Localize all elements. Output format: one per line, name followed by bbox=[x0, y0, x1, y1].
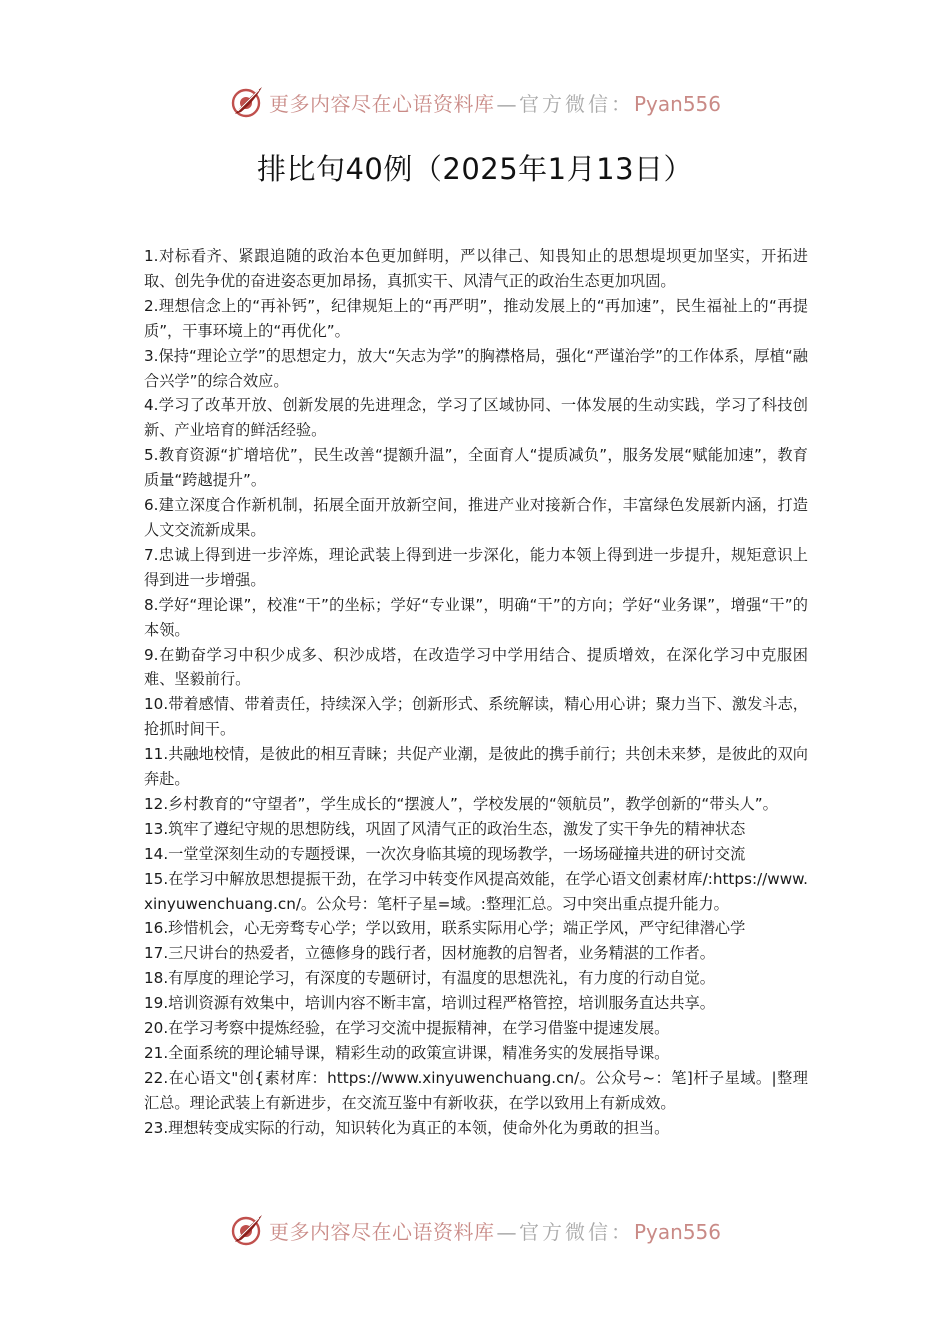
quill-logo-icon bbox=[229, 84, 265, 120]
page-title: 排比句40例（2025年1月13日） bbox=[256, 152, 694, 186]
list-item: 11.共融地校情，是彼此的相互青睐；共促产业潮，是彼此的携手前行；共创未来梦，是彼此的双向奔赴。 bbox=[144, 745, 808, 789]
list-item: 23.理想转变成实际的行动，知识转化为真正的本领，使命外化为勇敢的担当。 bbox=[144, 1118, 670, 1137]
watermark-wechat-id: Pyan556 bbox=[633, 1219, 721, 1244]
watermark-text bbox=[269, 88, 721, 117]
list-item: 12.乡村教育的“守望者”，学生成长的“摆渡人”，学校发展的“领航员”，教学创新的“带头人”。 bbox=[144, 794, 778, 813]
list-item: 20.在学习考察中提炼经验，在学习交流中提振精神，在学习借鉴中提速发展。 bbox=[144, 1019, 670, 1038]
list-item: 10.带着感情、带着责任，持续深入学；创新形式、系统解读，精心用心讲；聚力当下、激发斗志，抢抓时间干。 bbox=[144, 695, 808, 739]
watermark-dash: — bbox=[496, 91, 517, 116]
list-item: 1.对标看齐、紧跟追随的政治本色更加鲜明，严以律己、知畏知止的思想堤坝更加坚实，开拓进取、创先争优的奋进姿态更加昂扬，真抓实干、风清气正的政治生态更加巩固。 bbox=[144, 247, 808, 290]
watermark-dash: — bbox=[496, 1219, 517, 1244]
list-item: 4.学习了改革开放、创新发展的先进理念，学习了区域协同、一体发展的生动实践，学习了科技创新、产业培育的鲜活经验。 bbox=[144, 396, 808, 440]
list-item: 21.全面系统的理论辅导课，精彩生动的政策宣讲课，精准务实的发展指导课。 bbox=[144, 1044, 670, 1062]
list-item: 5.教育资源“扩增培优”，民生改善“提额升温”，全面育人“提质减负”，服务发展“赋能加速”，教育质量“跨越提升”。 bbox=[144, 446, 808, 490]
watermark-brand: 更多内容尽在心语资料库 bbox=[268, 1219, 495, 1244]
list-item: 6.建立深度合作新机制，拓展全面开放新空间，推进产业对接新合作，丰富绿色发展新内涵，打造人文交流新成果。 bbox=[144, 496, 808, 539]
list-item: 15.在学习中解放思想提振干劲，在学习中转变作风提高效能，在学心语文创素材库/:https://www.xinyuwenchuang.cn/。公众号：笔杆子星=域。:整理汇总。习中突出重点提升能力。 bbox=[144, 869, 808, 913]
list-item: 3.保持“理论立学”的思想定力，放大“矢志为学”的胸襟格局，强化“严谨治学”的工作体系，厚植“融合兴学”的综合效应。 bbox=[144, 346, 808, 390]
footer-watermark bbox=[0, 1210, 950, 1250]
list-item: 14.一堂堂深刻生动的专题授课，一次次身临其境的现场教学，一场场碰撞共进的研讨交流 bbox=[144, 844, 746, 863]
watermark-official: 官方微信： bbox=[518, 1219, 634, 1244]
list-item: 8.学好“理论课”，校准“干”的坐标；学好“专业课”，明确“干”的方向；学好“业务课”，增强“干”的本领。 bbox=[144, 595, 808, 639]
quill-logo-icon bbox=[229, 1212, 265, 1248]
list-item: 9.在勤奋学习中积少成多、积沙成塔，在改造学习中学用结合、提质增效，在深化学习中克服困难、坚毅前行。 bbox=[144, 645, 808, 689]
list-item: 16.珍惜机会，心无旁骛专心学；学以致用，联系实际用心学；端正学风，严守纪律潜心学 bbox=[144, 919, 746, 938]
list-item: 13.筑牢了遵纪守规的思想防线，巩固了风清气正的政治生态，激发了实干争先的精神状态 bbox=[144, 819, 746, 838]
list-item: 7.忠诚上得到进一步淬炼，理论武装上得到进一步深化，能力本领上得到进一步提升，规矩意识上得到进一步增强。 bbox=[144, 545, 808, 589]
list-item: 19.培训资源有效集中，培训内容不断丰富，培训过程严格管控，培训服务直达共享。 bbox=[144, 994, 715, 1013]
watermark-brand: 更多内容尽在心语资料库 bbox=[268, 91, 495, 116]
list-item: 2.理想信念上的“再补钙”，纪律规矩上的“再严明”，推动发展上的“再加速”，民生福祉上的“再提质”，干事环境上的“再优化”。 bbox=[144, 296, 808, 340]
watermark-wechat-id: Pyan556 bbox=[633, 91, 721, 116]
list-item: 17.三尺讲台的热爱者，立德修身的践行者，因材施教的启智者，业务精湛的工作者。 bbox=[144, 944, 715, 963]
sentence-list bbox=[144, 244, 808, 1141]
watermark-text bbox=[269, 1216, 721, 1245]
header-watermark bbox=[0, 82, 950, 122]
list-item: 22.在心语文"创{素材库：https://www.xinyuwenchuang.cn/。公众号~：笔]杆子星域。|整理汇总。理论武装上有新进步，在交流互鉴中有新收获，在学以致用上有新成效。 bbox=[144, 1068, 808, 1112]
watermark-official: 官方微信： bbox=[518, 91, 634, 116]
list-item: 18.有厚度的理论学习，有深度的专题研讨，有温度的思想洗礼，有力度的行动自觉。 bbox=[144, 969, 715, 988]
